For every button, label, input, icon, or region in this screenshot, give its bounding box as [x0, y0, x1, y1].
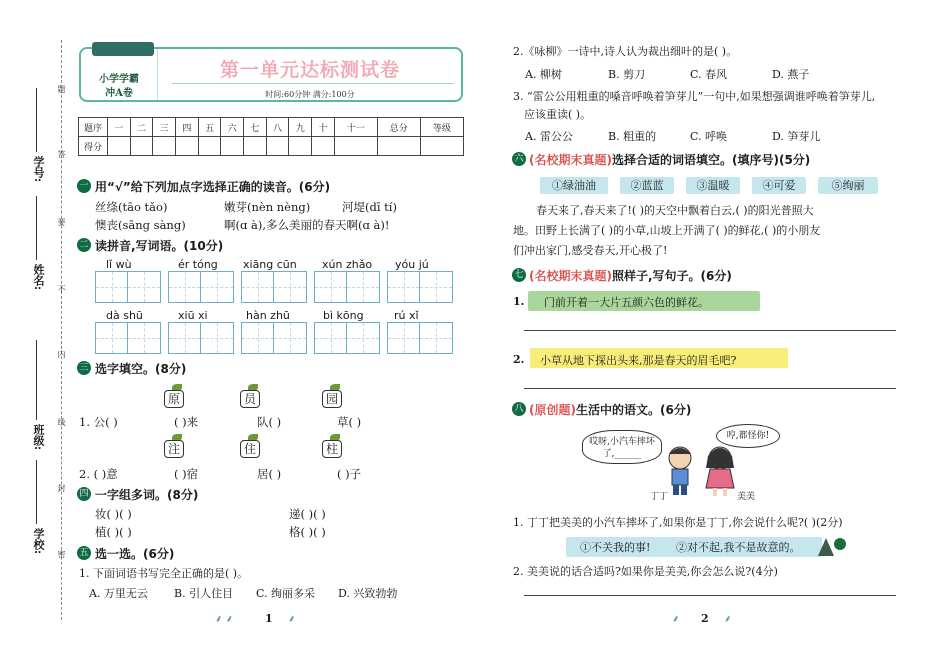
pinyin-label: lǐ wù — [106, 258, 132, 271]
title-divider — [157, 49, 158, 100]
section-title: 读拼音,写词语。(10分) — [95, 239, 224, 253]
table-header-cell: 十一 — [334, 118, 377, 137]
answer-option[interactable]: A. 万里无云 — [89, 587, 148, 600]
score-cell[interactable] — [153, 137, 176, 156]
section-number: 八 — [512, 402, 526, 416]
pinyin-choice[interactable]: 啊(ɑ à),多么美丽的春天啊(ɑ à)! — [224, 218, 390, 232]
answer-line[interactable] — [524, 595, 896, 596]
score-cell[interactable] — [420, 137, 463, 156]
question-text: 2.《咏柳》一诗中,诗人认为裁出细叶的是( )。 — [513, 45, 738, 58]
brand-line1: 小学学霸 — [99, 74, 139, 85]
answer-line[interactable] — [524, 330, 896, 331]
char-option: 园 — [322, 390, 342, 408]
section-number: 二 — [77, 238, 91, 252]
name-field[interactable] — [36, 196, 37, 260]
sprout-icon: ⸙ — [672, 614, 680, 625]
answer-option[interactable]: C. 绚丽多采 — [256, 587, 316, 600]
char-option: 住 — [240, 440, 260, 458]
section-tag: (名校期末真题) — [529, 153, 612, 167]
writing-grid[interactable] — [168, 322, 234, 354]
pinyin-label: xiū xi — [178, 309, 208, 322]
cut-char: 要 — [57, 218, 66, 226]
writing-grid[interactable] — [241, 322, 307, 354]
section-number: 六 — [512, 152, 526, 166]
word-option[interactable]: ④可爱 — [752, 177, 806, 194]
section-title — [529, 151, 810, 168]
section-number: 一 — [77, 179, 91, 193]
cut-char: 答 — [57, 150, 66, 158]
section-title: 选一选。(6分) — [95, 547, 175, 561]
table-header-cell: 二 — [130, 118, 153, 137]
writing-grid[interactable] — [314, 271, 380, 303]
table-header-cell: 八 — [266, 118, 289, 137]
passage-line: 们冲出家门,感受春天,开心极了! — [513, 244, 668, 257]
fill-blank[interactable]: ( )子 — [337, 467, 362, 481]
score-cell[interactable] — [244, 137, 267, 156]
answer-option[interactable]: C. 呼唤 — [690, 130, 728, 143]
table-header-cell: 十 — [312, 118, 335, 137]
word-option[interactable]: ③温暖 — [686, 177, 740, 194]
question-text: 应该重读( )。 — [524, 108, 592, 121]
section-title — [529, 401, 691, 418]
fill-blank[interactable]: ( )来 — [174, 415, 199, 429]
word-option[interactable]: ①绿油油 — [540, 177, 608, 194]
pinyin-choice[interactable]: 河堤(dī tí) — [342, 200, 397, 214]
pinyin-label: bì kōng — [323, 309, 364, 322]
table-row — [79, 137, 464, 156]
fill-blank[interactable]: 草( ) — [337, 415, 362, 429]
cut-char: 密 — [57, 550, 66, 558]
char-option: 原 — [164, 390, 184, 408]
answer-line[interactable] — [524, 388, 896, 389]
page-title: 第一单元达标测试卷 — [219, 59, 400, 81]
table-row — [79, 118, 464, 137]
pinyin-label: xún zhǎo — [322, 258, 373, 271]
section-title-text: 生活中的语文。(6分) — [575, 403, 692, 417]
example-sentence: 门前开着一大片五颜六色的鲜花。 — [544, 296, 709, 309]
pinyin-label: ér tóng — [178, 258, 218, 271]
title-rule — [172, 83, 454, 84]
table-header-cell: 三 — [153, 118, 176, 137]
answer-option[interactable]: D. 笋芽儿 — [772, 130, 821, 143]
writing-grid[interactable] — [314, 322, 380, 354]
table-header-cell: 等级 — [420, 118, 463, 137]
question-text: 3. “雷公公用粗重的嗓音呼唤着笋芽儿”一句中,如果想强调谁呼唤着笋芽儿, — [513, 90, 876, 103]
passage-line: 春天来了,春天来了!( )的天空中飘着白云,( )的阳光普照大 — [536, 204, 814, 217]
answer-option[interactable]: ①不关我的事! — [580, 541, 651, 554]
pinyin-choice[interactable]: 懊丧(sāng sàng) — [95, 218, 186, 232]
pinyin-choice[interactable]: 嫩芽(nèn nèng) — [224, 200, 311, 214]
section-number: 四 — [77, 487, 91, 501]
table-row-label: 得分 — [79, 137, 108, 156]
word-option[interactable]: ⑤绚丽 — [818, 177, 878, 194]
word-option[interactable]: ②蓝蓝 — [620, 177, 674, 194]
word-blank[interactable]: 植( )( ) — [95, 525, 132, 539]
class-label: 班级: — [32, 424, 45, 451]
answer-option[interactable]: D. 燕子 — [772, 68, 810, 81]
fill-blank[interactable]: 居( ) — [257, 467, 282, 481]
cut-char: 内 — [57, 350, 66, 358]
char-option: 注 — [164, 440, 184, 458]
name-label: 姓名: — [32, 264, 45, 291]
character-name: 丁丁 — [650, 492, 669, 502]
score-table — [78, 117, 464, 156]
tree-icon — [816, 532, 848, 558]
section-number: 三 — [77, 361, 91, 375]
table-header-cell: 七 — [244, 118, 267, 137]
score-cell[interactable] — [334, 137, 377, 156]
writing-grid[interactable] — [168, 271, 234, 303]
answer-option[interactable]: B. 粗重的 — [608, 130, 657, 143]
score-cell[interactable] — [377, 137, 420, 156]
student-no-label: 学号: — [32, 156, 45, 183]
question-text: 1. 下面词语书写完全正确的是( )。 — [79, 567, 249, 580]
question-text: 2. 美美说的话合适吗?如果你是美美,你会怎么说?(4分) — [513, 565, 778, 578]
word-blank[interactable]: 妆( )( ) — [95, 507, 132, 521]
section-title: 用“√”给下列加点字选择正确的读音。(6分) — [95, 180, 331, 194]
cut-char: 不 — [57, 285, 66, 293]
section-title-text: 选择合适的词语填空。(填序号)(5分) — [611, 153, 811, 167]
sprout-icon: ⸙ — [724, 614, 732, 625]
score-cell[interactable] — [266, 137, 289, 156]
table-header-cell: 题序 — [79, 118, 108, 137]
page-number: 1 — [265, 612, 273, 625]
fill-blank[interactable]: 1. 公( ) — [79, 415, 118, 429]
exam-meta: 时间:60分钟 满分:100分 — [265, 90, 355, 99]
cut-char: 线 — [57, 418, 66, 426]
question-text: 1. 丁丁把美美的小汽车摔坏了,如果你是丁丁,你会说什么呢?( )(2分) — [513, 516, 843, 529]
brand-line2: 冲A卷 — [105, 88, 133, 99]
table-header-cell: 总分 — [377, 118, 420, 137]
word-blank[interactable]: 格( )( ) — [289, 525, 326, 539]
section-tag: (原创题) — [529, 403, 576, 417]
score-cell[interactable] — [176, 137, 199, 156]
brand-logo — [92, 42, 154, 56]
cut-char: 题 — [57, 85, 66, 93]
table-header-cell: 六 — [221, 118, 244, 137]
answer-option[interactable]: B. 剪刀 — [608, 68, 646, 81]
answer-option[interactable]: ②对不起,我不是故意的。 — [676, 541, 801, 554]
class-field[interactable] — [36, 340, 37, 420]
passage-line: 地。田野上长满了( )的小草,山坡上开满了( )的鲜花,( )的小朋友 — [513, 224, 821, 237]
pinyin-label: dà shū — [106, 309, 143, 322]
word-blank[interactable]: 递( )( ) — [289, 507, 326, 521]
fill-blank[interactable]: 2. ( )意 — [79, 467, 118, 481]
pinyin-label: hàn zhū — [246, 309, 290, 322]
writing-grid[interactable] — [95, 322, 161, 354]
writing-grid[interactable] — [241, 271, 307, 303]
char-option: 柱 — [322, 440, 342, 458]
pinyin-label: xiāng cūn — [243, 258, 297, 271]
pinyin-choice[interactable]: 丝绦(tāo tǎo) — [95, 200, 168, 214]
character-name: 美美 — [737, 492, 756, 502]
answer-option[interactable]: B. 引人住目 — [174, 587, 234, 600]
answer-option[interactable]: A. 柳树 — [525, 68, 562, 81]
children-illustration — [660, 440, 740, 498]
answer-option[interactable]: C. 春风 — [690, 68, 728, 81]
table-header-cell: 五 — [198, 118, 221, 137]
score-cell[interactable] — [108, 137, 131, 156]
char-option: 员 — [240, 390, 260, 408]
sprout-icon: ⸙ — [288, 614, 296, 625]
section-title: 一字组多词。(8分) — [95, 488, 199, 502]
speech-bubble-left: 哎呀,小汽车摔坏了,______ — [582, 430, 662, 464]
cut-char: 封 — [57, 484, 66, 492]
score-cell[interactable] — [312, 137, 335, 156]
pinyin-label: rú xǐ — [394, 309, 419, 322]
writing-grid[interactable] — [387, 271, 453, 303]
section-number: 五 — [77, 546, 91, 560]
score-cell[interactable] — [221, 137, 244, 156]
cut-line — [61, 40, 62, 620]
answer-option[interactable]: A. 雷公公 — [525, 130, 573, 143]
example-sentence: 小草从地下探出头来,那是春天的眉毛吧? — [540, 354, 737, 367]
sentence-number: 1. — [513, 295, 525, 308]
score-cell[interactable] — [289, 137, 312, 156]
writing-grid[interactable] — [387, 322, 453, 354]
student-no-field[interactable] — [36, 88, 37, 152]
section-number: 七 — [512, 268, 526, 282]
section-title-text: 照样子,写句子。(6分) — [611, 269, 732, 283]
page-number: 2 — [701, 612, 709, 625]
section-title — [529, 267, 732, 284]
score-cell[interactable] — [130, 137, 153, 156]
school-label: 学校: — [32, 528, 45, 555]
fill-blank[interactable]: 队( ) — [257, 415, 282, 429]
pinyin-label: yóu jú — [395, 258, 429, 271]
score-cell[interactable] — [198, 137, 221, 156]
answer-option[interactable]: D. 兴致勃勃 — [338, 587, 398, 600]
sprout-icon: ⸙ ⸙ — [215, 614, 234, 625]
school-field[interactable] — [36, 460, 37, 524]
fill-blank[interactable]: ( )宿 — [174, 467, 199, 481]
speech-bubble-right: 哼,都怪你! — [716, 424, 780, 448]
table-header-cell: 一 — [108, 118, 131, 137]
table-header-cell: 四 — [176, 118, 199, 137]
table-header-cell: 九 — [289, 118, 312, 137]
writing-grid[interactable] — [95, 271, 161, 303]
section-tag: (名校期末真题) — [529, 269, 612, 283]
sentence-number: 2. — [513, 353, 525, 366]
section-title: 选字填空。(8分) — [95, 362, 187, 376]
